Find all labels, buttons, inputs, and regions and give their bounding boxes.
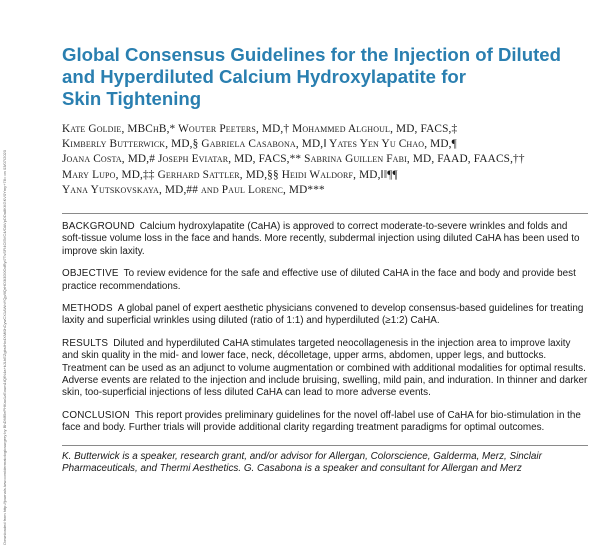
author-line: Kate Goldie, MBChB,* Wouter Peeters, MD,† Mohammed Alghoul, MD, FACS,‡: [62, 123, 458, 135]
section-heading: RESULTS: [62, 337, 109, 349]
article-title: [62, 44, 582, 110]
author-line: Mary Lupo, MD,‡‡ Gerhard Sattler, MD,§§ Heidi Waldorf, MD,‖‖¶¶: [62, 168, 398, 181]
section-text: Calcium hydroxylapatite (CaHA) is approved to correct moderate-to-severe wrinkles and folds and soft-tissue volume loss in the face and hands. More recently, subdermal injection using diluted CaHA has been used to improve skin laxity.: [62, 221, 580, 257]
abstract: [62, 213, 588, 475]
author-line: Kimberly Butterwick, MD,§ Gabriela Casabona, MD,‖ Yates Yen Yu Chao, MD,¶: [62, 138, 457, 151]
title-line: and Hyperdiluted Calcium Hydroxylapatite for: [62, 66, 466, 87]
abstract-conclusion: [62, 410, 588, 435]
abstract-background: [62, 221, 588, 258]
download-watermark-text: Downloaded from http://journals.lww.com/dermatologicsurgery by BhDMf5ePHKav1zEoum1tQfN4a+kJLhEZgbsIHo4XMi0hCywCX1AWnYQp/IlQrHD3i3D0OdRyi7TvSFl4Cf3VC4/OAVpDDa8KKGKV0Ymy+78= on 03/07/2020: [2, 150, 7, 545]
abstract-objective: [62, 268, 588, 293]
section-heading: OBJECTIVE: [62, 268, 119, 280]
section-text: Diluted and hyperdiluted CaHA stimulates targeted neocollagenesis in the injection area to improve laxity and skin quality in the mid- and lower face, neck, décolletage, upper arms, abdomen, upper legs, and buttocks. Treatment can be used as an adjunct to volume augmentation or combined with additional modalities for optimal results. Adverse events are related to the injection and include bruising, swelling, mild pain, and induration. In thinner and darker skin, too-superficial injections of less diluted CaHA can lead to more adverse events.: [62, 337, 588, 399]
abstract-results: [62, 338, 588, 400]
author-list: [62, 122, 592, 198]
title-line: Skin Tightening: [62, 88, 202, 109]
disclosure-note: K. Butterwick is a speaker, research grant, and/or advisor for Allergan, Colorscience, Galderma, Merz, Sinclair Pharmaceuticals, and Thermi Aesthetics. G. Casabona is a speaker and consultant for Allergan and Merz: [62, 445, 588, 476]
section-heading: BACKGROUND: [62, 221, 135, 232]
author-line: Joana Costa, MD,# Joseph Eviatar, MD, FACS,** Sabrina Guillen Fabi, MD, FAAD, FAACS,††: [62, 153, 525, 166]
title-line: Global Consensus Guidelines for the Injection of Diluted: [62, 44, 561, 65]
download-watermark: [1, 150, 9, 545]
section-text: This report provides preliminary guidelines for the novel off-label use of CaHA for bio-stimulation in the face and body. Further trials will provide additional clarity regarding treatment paradigms for optimal outcomes.: [62, 409, 581, 434]
abstract-methods: [62, 303, 588, 328]
section-heading: METHODS: [62, 303, 113, 315]
author-line: Yana Yutskovskaya, MD,## and Paul Lorenc, MD***: [62, 183, 325, 196]
section-heading: CONCLUSION: [62, 409, 130, 421]
section-text: To review evidence for the safe and effective use of diluted CaHA in the face and body and provide best practice recommendations.: [62, 268, 576, 292]
section-text: A global panel of expert aesthetic physicians convened to develop consensus-based guidelines for treating laxity and superficial wrinkles using diluted (ratio of 1:1) and hyperdiluted (≥1:2) CaHA.: [62, 303, 584, 327]
